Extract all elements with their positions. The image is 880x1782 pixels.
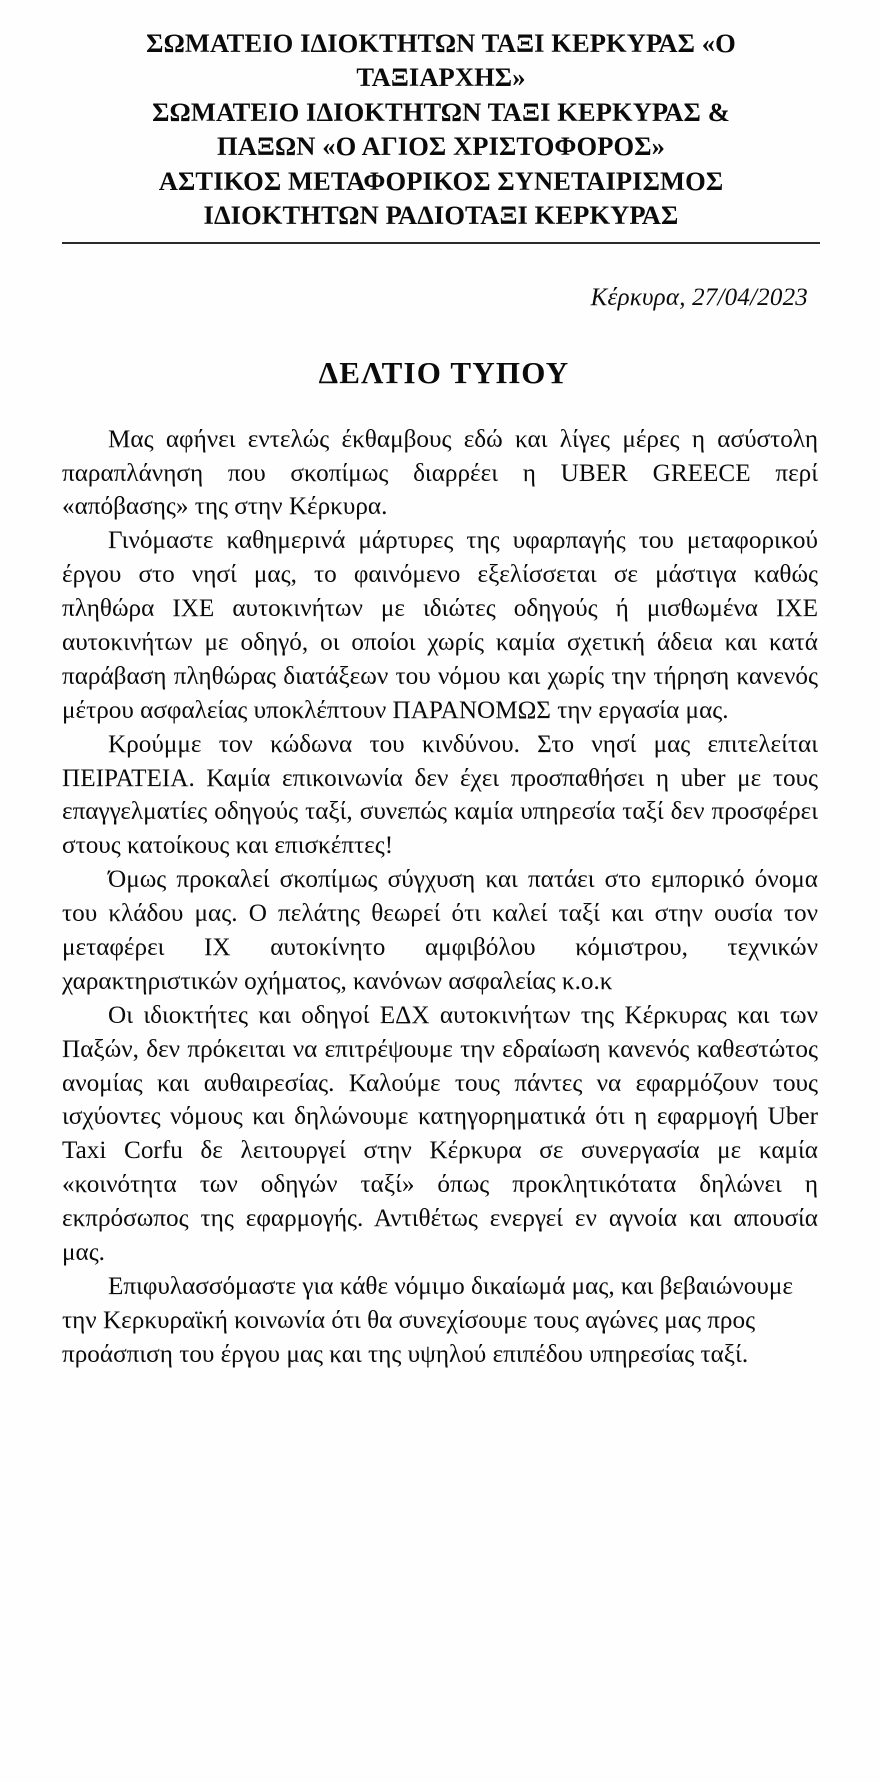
header-divider: [62, 242, 820, 244]
page-title: ΔΕΛΤΙΟ ΤΥΠΟΥ: [318, 354, 570, 390]
body-paragraph: Όμως προκαλεί σκοπίμως σύγχυση και πατάει στο εμπορικό όνομα του κλάδου μας. Ο πελάτης θεωρεί ότι καλεί ταξί και στην ουσία τον μεταφέρει ΙΧ αυτοκίνητο αμφιβόλου κόμιστρου, τεχνικών χαρακτηριστικών οχήματος, κανόνων ασφαλείας κ.ο.κ: [62, 866, 818, 995]
body-paragraph: Μας αφήνει εντελώς έκθαμβους εδώ και λίγες μέρες η ασύστολη παραπλάνηση που σκοπίμως διαρρέει η UBER GREECE περί «απόβασης» της στην Κέρκυρα.: [62, 425, 818, 521]
masthead-line-3: ΣΩΜΑΤΕΙΟ ΙΔΙΟΚΤΗΤΩΝ ΤΑΞΙ ΚΕΡΚΥΡΑΣ &: [152, 96, 730, 127]
body-paragraph: Οι ιδιοκτήτες και οδηγοί ΕΔΧ αυτοκινήτων της Κέρκυρας και των Παξών, δεν πρόκειται να επιτρέψουμε την εδραίωση κανενός καθεστώτος ανομίας και αυθαιρεσίας. Καλούμε τους πάντες να εφαρμόζουν τους ισχύοντες νόμους και δηλώνουμε κατηγορηματικά ότι η εφαρμογή Uber Taxi Corfu δε λειτουργεί στην Κέρκυρα σε συνεργασία με καμία «κοινότητα των οδηγών ταξί» όπως προκλητικότατα δηλώνει η εκπρόσωπος της εφαρμογής. Αντιθέτως ενεργεί εν αγνοία και απουσία μας.: [62, 1001, 818, 1266]
masthead-line-5: ΑΣΤΙΚΟΣ ΜΕΤΑΦΟΡΙΚΟΣ ΣΥΝΕΤΑΙΡΙΣΜΟΣ: [158, 165, 724, 196]
masthead: [62, 26, 820, 233]
body-text: [62, 423, 820, 1372]
masthead-line-2: ΤΑΞΙΑΡΧΗΣ»: [356, 62, 526, 93]
body-paragraph: Γινόμαστε καθημερινά μάρτυρες της υφαρπαγής του μεταφορικού έργου στο νησί μας, το φαινόμενο εξελίσσεται σε μάστιγα καθώς πληθώρα ΙΧΕ αυτοκινήτων με ιδιώτες οδηγούς ή μισθωμένα ΙΧΕ αυτοκινήτων με οδηγό, οι οποίοι χωρίς καμία σχετική άδεια και κατά παράβαση πληθώρας διατάξεων του νόμου και χωρίς την τήρηση κανενός μέτρου ασφαλείας υποκλέπτουν ΠΑΡΑΝΟΜΩΣ την εργασία μας.: [62, 527, 818, 724]
dateline: Κέρκυρα, 27/04/2023: [590, 283, 808, 311]
masthead-line-4: ΠΑΞΩΝ «Ο ΑΓΙΟΣ ΧΡΙΣΤΟΦΟΡΟΣ»: [216, 131, 665, 162]
body-paragraph: Επιφυλασσόμαστε για κάθε νόμιμο δικαίωμά μας, και βεβαιώνουμε την Κερκυραϊκή κοινωνία ότι θα συνεχίσουμε τους αγώνες μας προς προάσπιση του έργου μας και της υψηλού επιπέδου υπηρεσίας ταξί.: [62, 1272, 793, 1368]
masthead-line-6: ΙΔΙΟΚΤΗΤΩΝ ΡΑΔΙΟΤΑΞΙ ΚΕΡΚΥΡΑΣ: [203, 200, 679, 231]
body-paragraph: Κρούμμε τον κώδωνα του κινδύνου. Στο νησί μας επιτελείται ΠΕΙΡΑΤΕΙΑ. Καμία επικοινωνία δεν έχει προσπαθήσει η uber με τους επαγγελματίες οδηγούς ταξί, συνεπώς καμία υπηρεσία ταξί δεν προσφέρει στους κατοίκους και επισκέπτες!: [62, 730, 818, 860]
masthead-line-1: ΣΩΜΑΤΕΙΟ ΙΔΙΟΚΤΗΤΩΝ ΤΑΞΙ ΚΕΡΚΥΡΑΣ «Ο: [146, 28, 736, 58]
